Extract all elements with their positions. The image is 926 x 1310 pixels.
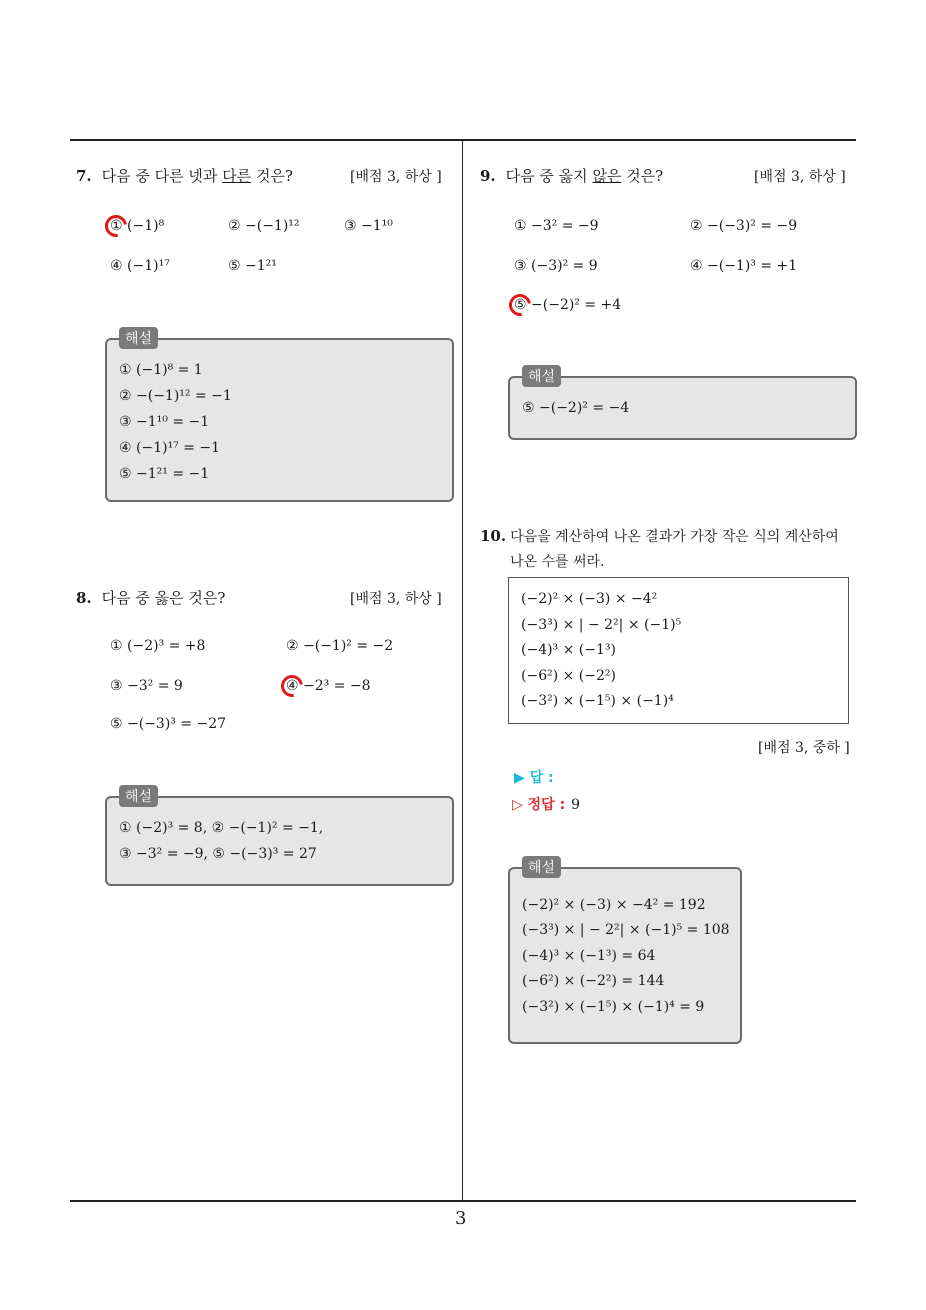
answer-mark-circle-icon <box>101 211 132 242</box>
question-8-points: [배점 3, 하상 ] <box>350 591 442 607</box>
question-10-text-line2: 나온 수를 써라. <box>510 554 605 570</box>
expression-line: (−6²) × (−2²) <box>521 668 616 684</box>
explanation-tag: 해설 <box>522 856 561 878</box>
question-9-title: 9. 다음 중 옳지 않은 것은? <box>480 167 664 185</box>
bottom-rule <box>70 1200 856 1202</box>
column-divider <box>462 140 463 1202</box>
q8-option-4[interactable]: ④ −2³ = −8 <box>286 678 371 694</box>
question-number: 7. <box>76 167 92 185</box>
expression-line: (−4)³ × (−1³) <box>521 642 616 658</box>
question-9-explanation <box>508 369 857 440</box>
explanation-line: (−2)² × (−3) × −4² = 192 <box>522 897 706 913</box>
question-10-points: [배점 3, 중하 ] <box>758 740 850 756</box>
question-7-explanation <box>105 331 454 502</box>
question-7-points: [배점 3, 하상 ] <box>350 169 442 185</box>
explanation-line: (−6²) × (−2²) = 144 <box>522 973 665 989</box>
explanation-line: ④ (−1)¹⁷ = −1 <box>119 440 221 456</box>
q9-option-4[interactable]: ④ −(−1)³ = +1 <box>690 258 798 274</box>
explanation-line: ⑤ −1²¹ = −1 <box>119 466 210 482</box>
q9-option-3[interactable]: ③ (−3)² = 9 <box>514 258 598 274</box>
question-8-explanation <box>105 789 454 886</box>
q9-option-1[interactable]: ① −3² = −9 <box>514 218 599 234</box>
question-9-points: [배점 3, 하상 ] <box>754 169 846 185</box>
q9-option-2[interactable]: ② −(−3)² = −9 <box>690 218 798 234</box>
q8-option-3[interactable]: ③ −3² = 9 <box>110 678 183 694</box>
top-rule <box>70 139 856 141</box>
expression-line: (−3²) × (−1⁵) × (−1)⁴ <box>521 693 674 709</box>
explanation-line: ③ −1¹⁰ = −1 <box>119 414 210 430</box>
q7-option-4[interactable]: ④ (−1)¹⁷ <box>110 258 170 274</box>
q7-option-5[interactable]: ⑤ −1²¹ <box>228 258 277 274</box>
emphasis-underline: 다른 <box>222 167 252 185</box>
expression-line: (−2)² × (−3) × −4² <box>521 591 658 607</box>
answer-mark-circle-icon <box>505 290 536 321</box>
page-number: 3 <box>455 1208 467 1229</box>
explanation-tag: 해설 <box>119 327 158 349</box>
explanation-line: ① (−2)³ = 8, ② −(−1)² = −1, <box>119 820 324 836</box>
explanation-line: (−3²) × (−1⁵) × (−1)⁴ = 9 <box>522 999 705 1015</box>
expression-line: (−3³) × | − 2²| × (−1)⁵ <box>521 617 682 633</box>
explanation-line: (−3³) × | − 2²| × (−1)⁵ = 108 <box>522 922 730 938</box>
q7-option-1[interactable]: ① (−1)⁸ <box>110 218 165 234</box>
question-10-expression-box <box>508 577 849 724</box>
explanation-tag: 해설 <box>119 785 158 807</box>
explanation-line: (−4)³ × (−1³) = 64 <box>522 948 656 964</box>
explanation-line: ③ −3² = −9, ⑤ −(−3)³ = 27 <box>119 846 317 862</box>
answer-mark-circle-icon <box>277 671 308 702</box>
question-number: 8. <box>76 589 92 607</box>
question-number: 9. <box>480 167 496 185</box>
question-number: 10. <box>480 527 507 545</box>
correct-answer-label: ▷ 정답 : <box>512 797 566 813</box>
explanation-line: ① (−1)⁸ = 1 <box>119 362 203 378</box>
q7-option-3[interactable]: ③ −1¹⁰ <box>344 218 393 234</box>
explanation-line: ⑤ −(−2)² = −4 <box>522 400 630 416</box>
question-7-title: 7. 다음 중 다른 넷과 다른 것은? <box>76 167 293 185</box>
answer-input-label[interactable]: ▶ 답 : <box>514 770 554 786</box>
q8-option-1[interactable]: ① (−2)³ = +8 <box>110 638 206 654</box>
emphasis-underline: 않은 <box>592 167 622 185</box>
correct-answer <box>512 794 580 814</box>
explanation-line: ② −(−1)¹² = −1 <box>119 388 232 404</box>
question-10-title: 10. 다음을 계산하여 나온 결과가 가장 작은 식의 계산하여 <box>480 527 839 545</box>
q8-option-5[interactable]: ⑤ −(−3)³ = −27 <box>110 716 227 732</box>
correct-answer-value: 9 <box>571 797 581 813</box>
question-10-explanation <box>508 860 742 1044</box>
q7-option-2[interactable]: ② −(−1)¹² <box>228 218 300 234</box>
question-8-title: 8. 다음 중 옳은 것은? <box>76 589 226 607</box>
explanation-tag: 해설 <box>522 365 561 387</box>
q9-option-5[interactable]: ⑤ −(−2)² = +4 <box>514 297 622 313</box>
q8-option-2[interactable]: ② −(−1)² = −2 <box>286 638 394 654</box>
